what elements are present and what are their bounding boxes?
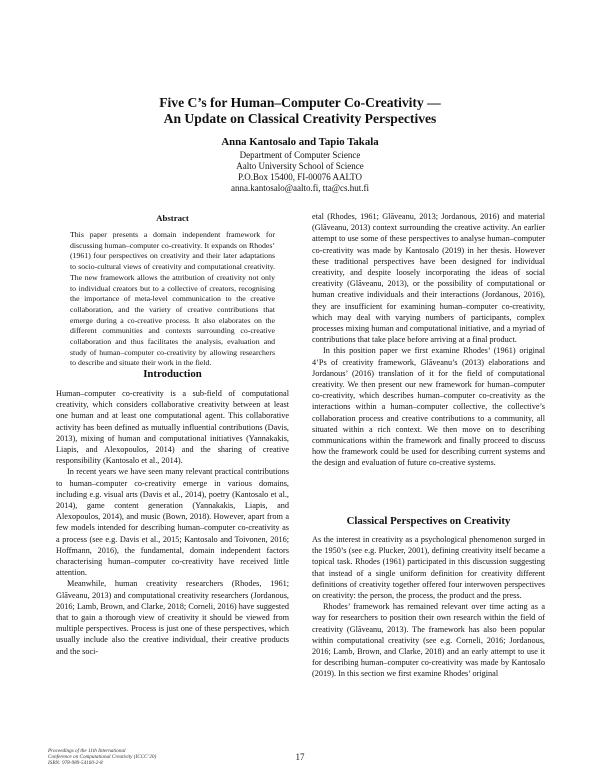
footer-line-1: Proceedings of the 11th International <box>48 748 126 754</box>
affiliation-school: Aalto University School of Science <box>236 161 364 171</box>
footer-line-2: Conference on Computational Creativity (ICCC’20) <box>48 754 157 761</box>
classical-paragraph-1: As the interest in creativity as a psychological phenomenon surged in the 1950’s (see e.g. Plucker, 2001), defining creativity itself became a topical task. Rhodes (1961) participated in this discussion suggesting that instead of a single uniform definition for creativity different definitions of creativity together offered four interwoven perspectives on creativity: the person, the process, the product and the press. <box>312 535 545 601</box>
classical-perspectives-heading: Classical Perspectives on Creativity <box>346 515 511 527</box>
intro-paragraph-1: Human–computer co-creativity is a sub-field of computational creativity, which considers collaborative creativity between at least one human and at least one computational agent. This collaborative activity has been defined as mutually influential contributions (Davis, 2013), mixing of human and computational initiatives (Yannakakis, Liapis, and Alexopoulos, 2014) and the sharing of creative responsibility (Kantosalo et al., 2014). <box>56 389 289 466</box>
introduction-heading: Introduction <box>143 368 202 380</box>
paper-title-line-1: Five C’s for Human–Computer Co-Creativity — <box>159 95 441 110</box>
intro-paragraph-3: Meanwhile, human creativity researchers (Rhodes, 1961; Glăveanu, 2013) and computational creativity researchers (Jordanous, 2016; Lamb, Brown, and Clarke, 2018; Corneli, 2016) have suggested that to gain a thorough view of creativity it should be viewed from multiple perspectives. Process is just one of these perspectives, which usually include also the creative individual, their creative products and the soci- <box>56 579 289 656</box>
footer-line-3: ISBN: 978-989-54160-2-8 <box>48 760 103 767</box>
authors: Anna Kantosalo and Tapio Takala <box>221 136 379 148</box>
page-number: 17 <box>295 752 305 762</box>
classical-paragraph-2: Rhodes’ framework has remained relevant over time acting as a way for researchers to position their own research within the field of creativity (Glăveanu, 2013). The framework has also been popular within computational creativity (see e.g. Corneli, 2016; Jordanous, 2016; Lamb, Brown, and Clarke, 2018) and an early attempt to use it for describing human–computer co-creativity was made by Kantosalo (2019). In this section we first examine Rhodes’ original <box>312 602 545 679</box>
paper-title-line-2: An Update on Classical Creativity Perspectives <box>163 111 437 126</box>
abstract-text: This paper presents a domain independent framework for discussing human–computer co-creativity. It expands on Rhodes’ (1961) four perspectives on creativity and their later adaptations to socio-cultural views of creativity and computational creativity. The new framework allows the attribution of creativity not only to individual creators but to a collective of creators, recognising the importance of meta-level communication to the creative collaboration, and the variety of creative contributions that emerge during a co-creative process. It also elaborates on the different communities and contexts surrounding co-creative collaboration and thus facilitates the analysis, evaluation and study of human–computer co-creativity by allowing researchers to describe and situate their work in the field. <box>70 230 275 368</box>
abstract-heading: Abstract <box>156 213 189 223</box>
affiliation-address: P.O.Box 15400, FI-00076 AALTO <box>237 172 363 182</box>
intro-paragraph-2: In recent years we have seen many relevant practical contributions to human–computer co-creativity emerge in various domains, including e.g. visual arts (Davis et al., 2014), poetry (Kantosalo et al., 2014), game content generation (Yannakakis, Liapis, and Alexopoulos, 2014), and music (Bown, 2018). However, apart from a few models intended for describing human–computer co-creativity as a process (see e.g. Davis et al., 2015; Kantosalo and Toivonen, 2016; Hoffmann, 2016), the fundamental, domain independent factors characterising human–computer co-creativity have received little attention. <box>56 467 289 578</box>
classical-perspectives-body <box>312 534 545 680</box>
affiliation-emails: anna.kantosalo@aalto.fi, tta@cs.hut.fi <box>230 183 370 193</box>
right-paragraph-1: etal (Rhodes, 1961; Glăveanu, 2013; Jordanous, 2016) and material (Glăveanu, 2013) context surrounding the creative activity. An earlier attempt to use some of these perspectives to analyse human–computer co-creativity was made by Kantosalo (2019) in her thesis. However these traditional perspectives have been designed for individual creativity, and despite loosely incorporating the ideas of social creativity (Glăveanu, 2013), or the possibility of computational or human creative individuals and their interactions (Jordanous, 2016), they are insufficient for examining human–computer co-creativity, which may deal with varying numbers of participants, complex processes mixing human and computational initiative, and a myriad of contributions that take place before arriving at a final product. <box>312 212 545 345</box>
right-column-continuation <box>312 211 545 469</box>
affiliation-department: Department of Computer Science <box>239 150 361 160</box>
introduction-body <box>56 388 289 657</box>
right-paragraph-2: In this position paper we first examine Rhodes’ (1961) original 4’Ps of creativity framework, Glăveanu’s (2013) elaborations and Jordanous’ (2016) translation of it for the field of computational creativity. We then present our new framework for human–computer co-creativity, which describes human–computer co-creativity as the interactions within a human–computer collective, the collective’s collaboration process and creative contributions to a community, all situated within a rich context. We then move on to describing communications within the framework and finally proceed to discuss how the framework could be used for describing current systems and the design and evaluation of future co-creative systems. <box>312 346 545 468</box>
